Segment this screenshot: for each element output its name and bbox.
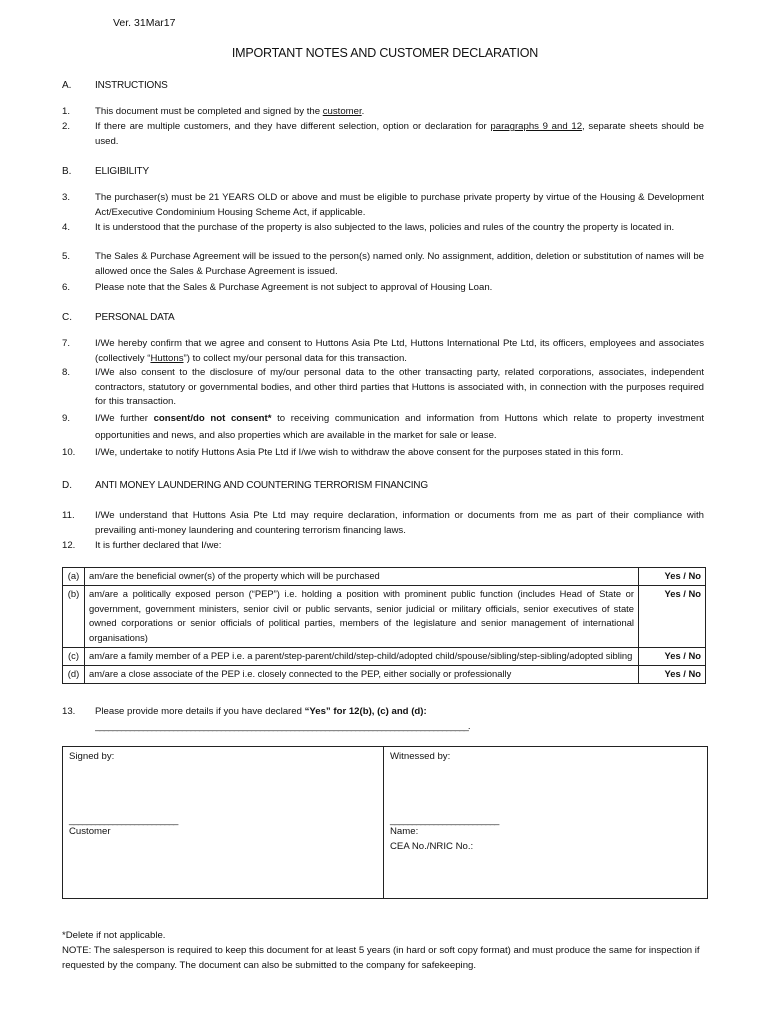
section-letter: D. [62, 480, 72, 491]
item-number: 10. [62, 447, 76, 458]
declaration-label: (b) [63, 585, 85, 647]
item-text: It is further declared that I/we: [95, 540, 222, 551]
delete-note: *Delete if not applicable. [62, 930, 166, 941]
section-title: ANTI MONEY LAUNDERING AND COUNTERING TERRORISM FINANCING [95, 480, 428, 491]
declaration-label: (a) [63, 568, 85, 586]
declaration-label: (c) [63, 647, 85, 665]
huttons-term: Huttons [150, 352, 184, 364]
salesperson-note: NOTE: The salesperson is required to keep this document for at least 5 years (in hard or soft copy format) and must produce the same for inspection if requested by the company. The document can also be submitted to the company for safekeeping. [62, 945, 700, 971]
item-number: 8. [62, 367, 71, 378]
details-input-line[interactable]: ______________________________________________________________________________________. [95, 721, 470, 732]
pep-details-reference: “Yes” for 12(b), (c) and (d): [304, 706, 427, 717]
item-text: I/We, undertake to notify Huttons Asia Pte Ltd if I/we wish to withdraw the above consent for the purposes stated in this form. [95, 447, 624, 458]
item-number: 5. [62, 251, 71, 262]
declaration-row-d [63, 665, 706, 683]
declaration-text: am/are a close associate of the PEP i.e. closely connected to the PEP, either socially or professionally [85, 665, 639, 683]
customer-link-text: customer [322, 106, 362, 117]
item-text: I/We further consent/do not consent* to receiving communication and information from Huttons which relate to property investment opportunities and news, and also properties which are available in the market for sale or lease. [95, 413, 704, 441]
signature-box [62, 746, 708, 899]
item-9 [62, 410, 704, 444]
customer-signature-panel [63, 747, 384, 898]
item-text: The Sales & Purchase Agreement will be issued to the person(s) named only. No assignment, addition, deletion or substitution of names will be allowed once the Sales & Purchase Agreement is issued. [95, 251, 704, 277]
item-2 [62, 120, 704, 149]
section-title: ELIGIBILITY [95, 166, 149, 177]
yes-no-option[interactable]: Yes / No [639, 585, 706, 647]
section-title: PERSONAL DATA [95, 312, 175, 323]
item-number: 12. [62, 540, 76, 551]
item-10 [62, 446, 704, 461]
declaration-row-c [63, 647, 706, 665]
item-12 [62, 539, 704, 554]
section-letter: A. [62, 80, 72, 91]
item-8 [62, 366, 704, 410]
declaration-table [62, 567, 706, 684]
witnessed-by-label: Witnessed by: [390, 751, 451, 762]
witness-name-field[interactable]: Name: [390, 826, 419, 837]
signed-by-label: Signed by: [69, 751, 115, 762]
item-13 [62, 705, 704, 720]
item-4 [62, 221, 704, 236]
declaration-row-b [63, 585, 706, 647]
page-title: IMPORTANT NOTES AND CUSTOMER DECLARATION [231, 46, 539, 60]
item-text: If there are multiple customers, and they have different selection, option or declaration for paragraphs 9 and 12, separate sheets should be used. [95, 121, 705, 147]
declaration-row-a [63, 568, 706, 586]
item-3 [62, 191, 704, 220]
declaration-text: am/are a politically exposed person (“PEP”) i.e. holding a position with prominent public function (includes Head of State or government, government ministers, senior civil or public servants, senior judicial or military officials, senior executives of state owned corporations or senior officials of political parties, members of the legislature and senior management of international organisations) [85, 585, 639, 647]
item-text: I/We understand that Huttons Asia Pte Ltd may require declaration, information or documents from me as part of their compliance with prevailing anti-money laundering and countering terrorism financing laws. [95, 510, 704, 536]
witness-signature-panel [384, 747, 707, 898]
item-number: 4. [62, 222, 71, 233]
declaration-text: am/are the beneficial owner(s) of the property which will be purchased [85, 568, 639, 586]
item-number: 9. [62, 413, 71, 424]
item-5 [62, 250, 704, 279]
item-number: 3. [62, 192, 71, 203]
item-text: This document must be completed and signed by the customer. [95, 106, 365, 117]
consent-option: consent/do not consent* [153, 413, 272, 424]
item-number: 11. [62, 510, 75, 521]
customer-label: Customer [69, 826, 111, 837]
version-label: Ver. 31Mar17 [113, 17, 176, 29]
customer-signature-line[interactable]: _________________________ [69, 815, 178, 826]
yes-no-option[interactable]: Yes / No [639, 665, 706, 683]
item-number: 13. [62, 706, 76, 717]
section-title: INSTRUCTIONS [95, 80, 168, 91]
item-number: 2. [62, 121, 71, 132]
item-number: 1. [62, 106, 71, 117]
yes-no-option[interactable]: Yes / No [639, 568, 706, 586]
item-number: 7. [62, 338, 71, 349]
section-letter: B. [62, 166, 72, 177]
item-text: The purchaser(s) must be 21 YEARS OLD or above and must be eligible to purchase private property by virtue of the Housing & Development Act/Executive Condominium Housing Scheme Act, if applicable. [95, 192, 704, 218]
item-6 [62, 281, 704, 296]
item-text: I/We hereby confirm that we agree and consent to Huttons Asia Pte Ltd, Huttons International Pte Ltd, its officers, employees and associates (collectively “Huttons”) to collect my/our personal data for this transaction. [95, 338, 704, 364]
witness-signature-line[interactable]: _________________________ [390, 815, 499, 826]
declaration-label: (d) [63, 665, 85, 683]
item-7 [62, 337, 704, 366]
item-11 [62, 509, 704, 538]
declaration-text: am/are a family member of a PEP i.e. a parent/step-parent/child/step-child/adopted child/spouse/sibling/step-sibling/adopted sibling [85, 647, 639, 665]
item-text: I/We also consent to the disclosure of my/our personal data to the other transacting party, related corporations, associates, independent contractors, statutory or governmental bodies, and other third parties that Huttons is associated with, in connection with the purposes required for this transaction. [95, 367, 704, 408]
item-text: Please provide more details if you have declared “Yes” for 12(b), (c) and (d): [95, 706, 427, 717]
item-text: It is understood that the purchase of the property is also subjected to the laws, policies and rules of the country the property is located in. [95, 222, 675, 233]
item-1 [62, 105, 704, 120]
yes-no-option[interactable]: Yes / No [639, 647, 706, 665]
item-text: Please note that the Sales & Purchase Agreement is not subject to approval of Housing Loan. [95, 282, 493, 293]
item-number: 6. [62, 282, 71, 293]
paragraph-ref: paragraphs 9 and 12 [490, 121, 583, 132]
witness-cea-nric-field[interactable]: CEA No./NRIC No.: [390, 841, 474, 852]
section-letter: C. [62, 312, 72, 323]
